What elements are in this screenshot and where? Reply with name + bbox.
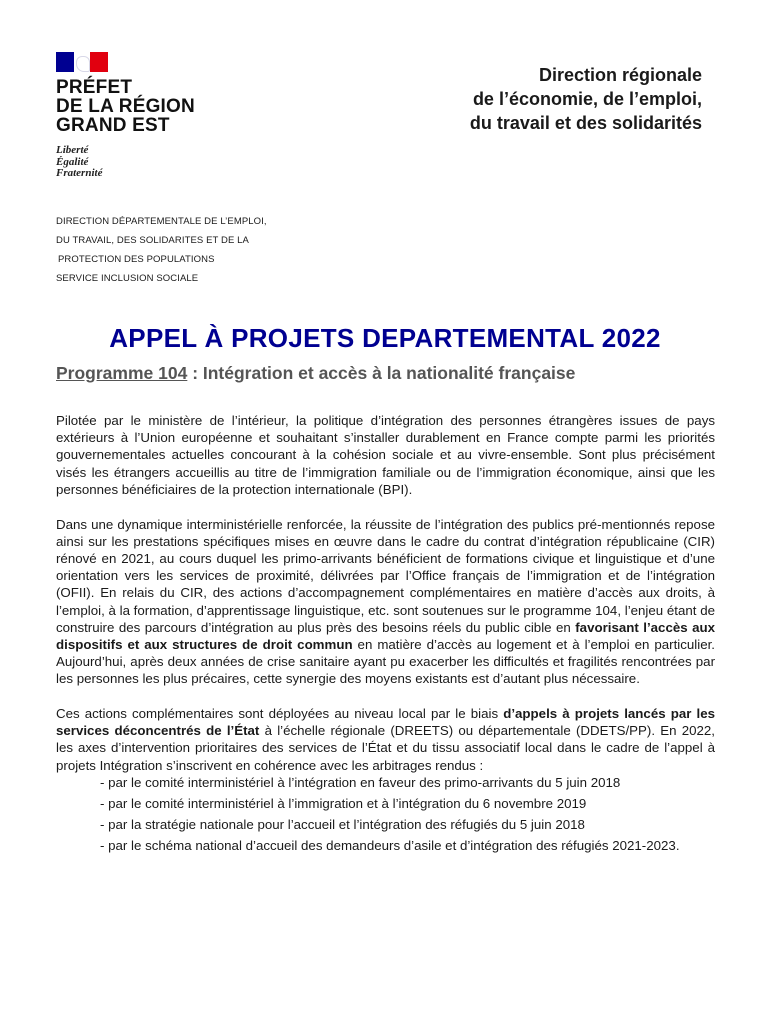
document-body [56, 412, 715, 858]
motto-line: Fraternité [56, 167, 103, 179]
paragraph-1: Pilotée par le ministère de l’intérieur, la politique d’intégration des personnes étrangères issues de pays extérieurs à l’Union européenne et souhaitant s’installer durablement en France compte parmi les priorités gouvernementales actuelles concourant à la cohésion sociale et au vivre-ensemble. Sont plus précisément visés les étrangers accueillis au titre de l’immigration familiale ou de l’immigration économique, ainsi que les personnes bénéficiaires de la protection internationale (BPI). [56, 413, 715, 497]
paragraph-2-text: Dans une dynamique interministérielle renforcée, la réussite de l’intégration des publics pré-mentionnés repose ainsi sur les prestations spécifiques mises en œuvre dans le cadre du contrat d’intégration républicaine (CIR) rénové en 2021, au cours duquel les primo-arrivants bénéficient de formations civique et linguistique et d’une orientation vers les services de proximité, délivrées par l’Office français de l’immigration et de l’intégration (OFII). En relais du CIR, des actions d’accompagnement complémentaires en matière d’accès aux droits, à l’emploi, à la formation, d’apprentissage linguistique, etc. sont soutenues sur le programme 104, l’enjeu étant de construire des parcours d’intégration au plus près des besoins réels du public cible en [56, 516, 715, 635]
republic-motto [56, 145, 226, 180]
paragraph-2-emphasis: favorisant l’accès aux dispositifs et aux structures de droit commun [56, 619, 715, 652]
programme-subtitle: : Intégration et accès à la nationalité française [187, 363, 576, 383]
paragraph-2 [56, 516, 715, 688]
prefecture-logo [56, 52, 226, 180]
paragraph-3-text: Ces actions complémentaires sont déployées au niveau local par le biais [56, 706, 504, 722]
prefecture-name [56, 78, 226, 135]
prefecture-line: GRAND EST [56, 115, 170, 136]
service-line: DIRECTION DÉPARTEMENTALE DE L’EMPLOI, [56, 216, 267, 227]
paragraph-2-text-end: en matière d’accès au logement et à l’emploi en particulier. Aujourd’hui, après deux années de crise sanitaire ayant pu exacerber les difficultés et fragilités rencontrées par les personnes les plus précaires, cette synergie des moyens existants est d’autant plus nécessaire. [56, 636, 715, 687]
arbitrages-list [56, 774, 715, 854]
flag-blue-band [56, 52, 74, 72]
prefecture-line: DE LA RÉGION [56, 96, 195, 117]
direction-line: de l’économie, de l’emploi, [472, 89, 702, 109]
list-item: - par la stratégie nationale pour l’accueil et l’intégration des réfugiés du 5 juin 2018 [100, 816, 585, 832]
direction-line: Direction régionale [538, 65, 702, 85]
prefecture-line: PRÉFET [56, 77, 133, 98]
marianne-flag-icon [56, 52, 108, 72]
direction-line: du travail et des solidarités [469, 113, 702, 133]
motto-line: Égalité [56, 155, 89, 168]
list-item: - par le comité interministériel à l’immigration et à l’intégration du 6 novembre 2019 [100, 796, 587, 812]
departmental-service [56, 212, 267, 288]
service-line: SERVICE INCLUSION SOCIALE [56, 273, 199, 284]
programme-heading [56, 363, 575, 384]
flag-red-band [90, 52, 108, 72]
paragraph-3-emphasis: d’appels à projets lancés par les services déconcentrés de l’État [56, 706, 716, 739]
motto-line: Liberté [56, 144, 89, 156]
service-line: DU TRAVAIL, DES SOLIDARITES ET DE LA [56, 235, 249, 246]
paragraph-3-text-end: à l’échelle régionale (DREETS) ou départementale (DDETS/PP). En 2022, les axes d’intervention prioritaires des services de l’État et du tissu associatif local dans le cadre de l’appel à projets Intégration s’inscrivent en cohérence avec les arbitrages rendus : [56, 723, 716, 773]
regional-direction-title [470, 63, 702, 135]
flag-white-band [74, 52, 91, 72]
programme-label: Programme 104 [56, 363, 188, 383]
paragraph-3 [56, 705, 715, 774]
page-title: APPEL À PROJETS DEPARTEMENTAL 2022 [109, 323, 661, 353]
list-item: - par le schéma national d’accueil des demandeurs d’asile et d’intégration des réfugiés 2021-2023. [100, 837, 680, 853]
list-item: - par le comité interministériel à l’intégration en faveur des primo-arrivants du 5 juin 2018 [100, 775, 621, 791]
service-line: PROTECTION DES POPULATIONS [58, 254, 215, 265]
